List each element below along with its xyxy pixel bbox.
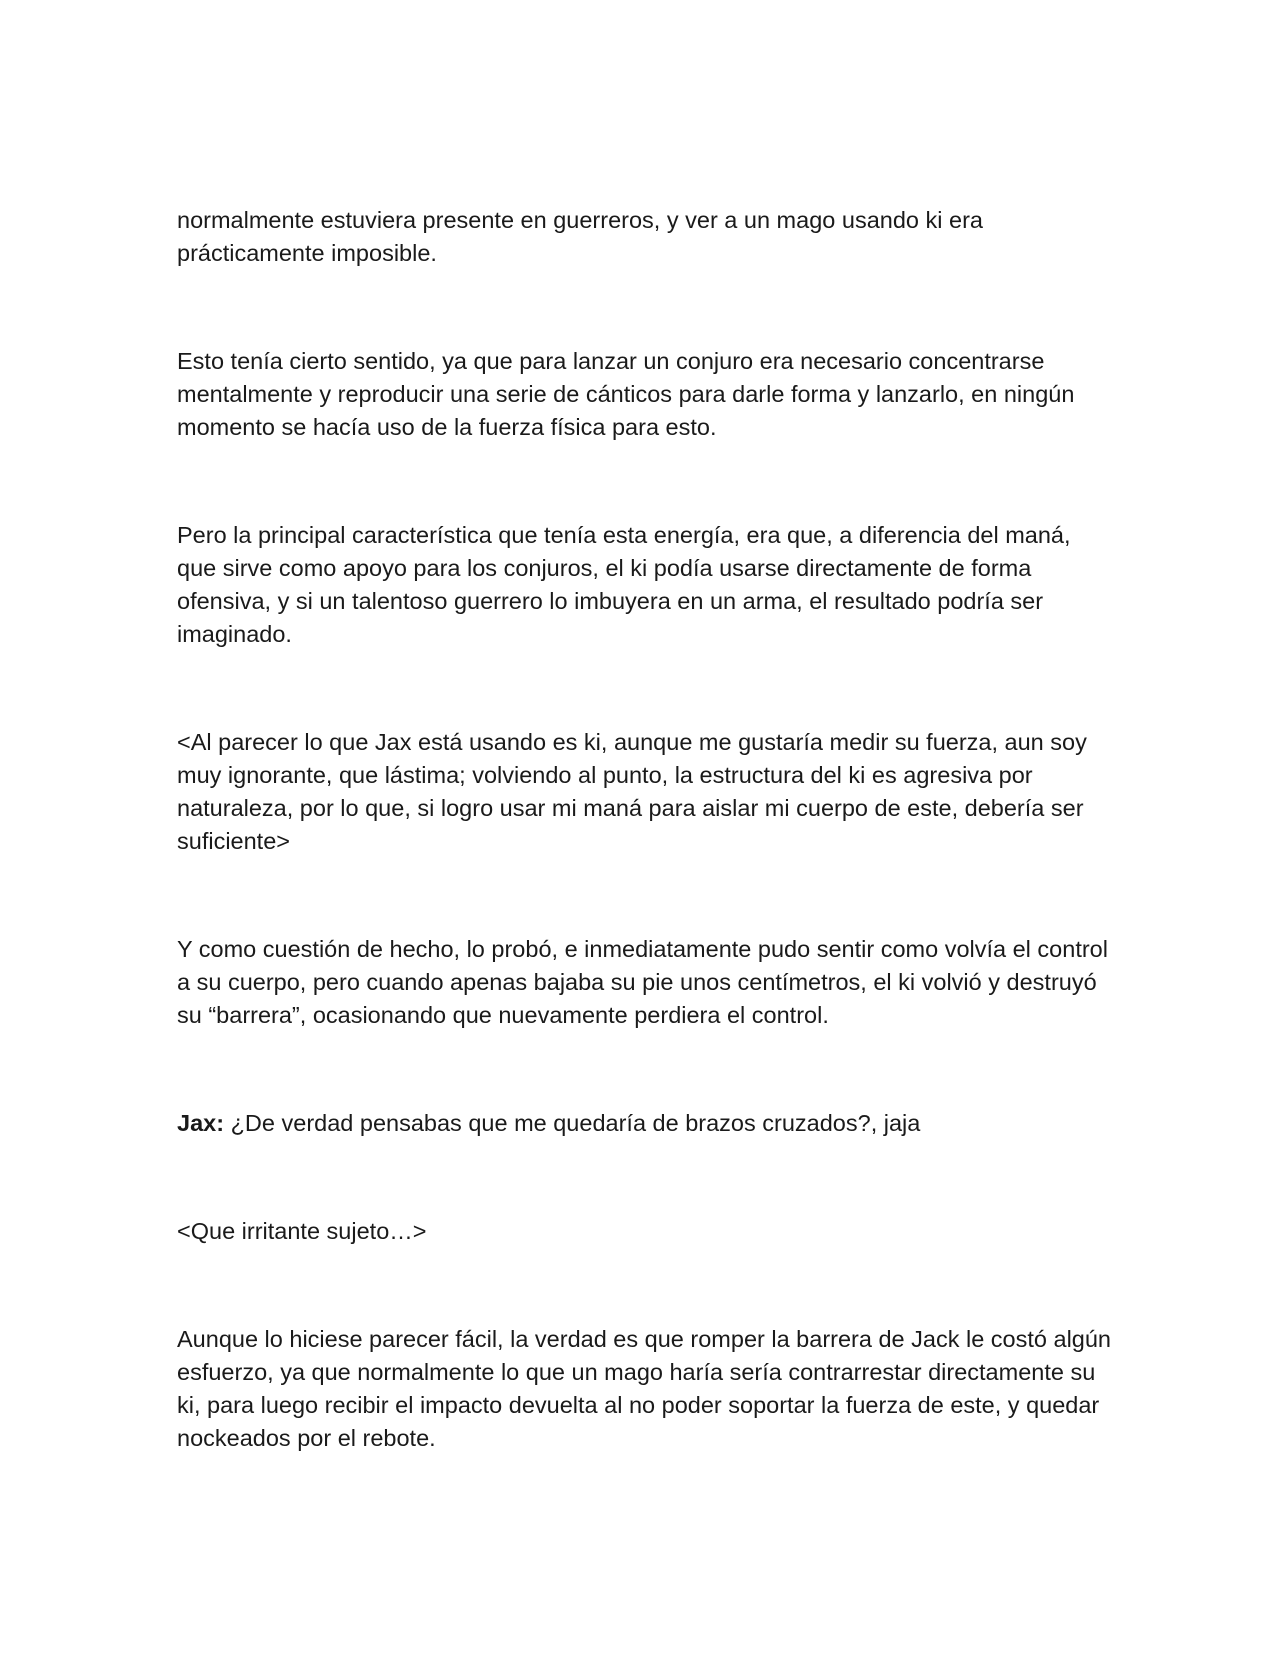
paragraph-1: normalmente estuviera presente en guerreros, y ver a un mago usando ki era prácticamente imposible. xyxy=(177,207,983,266)
paragraph-4-thought: <Al parecer lo que Jax está usando es ki, aunque me gustaría medir su fuerza, aun soy muy ignorante, que lástima; volviendo al punto, la estructura del ki es agresiva por naturaleza, por lo que, si logro usar mi maná para aislar mi cuerpo de este, debería ser suficiente> xyxy=(177,729,1087,854)
dialogue-line xyxy=(177,1107,1112,1140)
speaker-name: Jax: xyxy=(177,1110,225,1136)
paragraph-5: Y como cuestión de hecho, lo probó, e inmediatamente pudo sentir como volvía el control a su cuerpo, pero cuando apenas bajaba su pie unos centímetros, el ki volvió y destruyó su “barrera”, ocasionando que nuevamente perdiera el control. xyxy=(177,936,1108,1028)
document-body xyxy=(177,204,1112,1455)
paragraph-2: Esto tenía cierto sentido, ya que para lanzar un conjuro era necesario concentrarse mentalmente y reproducir una serie de cánticos para darle forma y lanzarlo, en ningún momento se hacía uso de la fuerza física para esto. xyxy=(177,348,1075,440)
paragraph-3: Pero la principal característica que tenía esta energía, era que, a diferencia del maná, que sirve como apoyo para los conjuros, el ki podía usarse directamente de forma ofensiva, y si un talentoso guerrero lo imbuyera en un arma, el resultado podría ser imaginado. xyxy=(177,522,1071,647)
paragraph-final: Aunque lo hiciese parecer fácil, la verdad es que romper la barrera de Jack le costó algún esfuerzo, ya que normalmente lo que un mago haría sería contrarrestar directamente su ki, para luego recibir el impacto devuelta al no poder soportar la fuerza de este, y quedar nockeados por el rebote. xyxy=(177,1326,1111,1451)
dialogue-text: ¿De verdad pensabas que me quedaría de brazos cruzados?, jaja xyxy=(224,1110,921,1136)
thought-line: <Que irritante sujeto…> xyxy=(177,1218,427,1244)
